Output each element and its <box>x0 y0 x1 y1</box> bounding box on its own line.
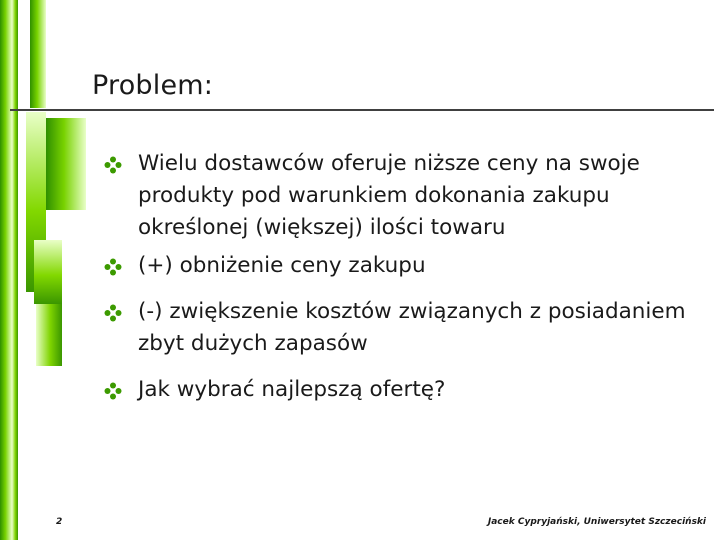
bullet-item <box>104 148 704 244</box>
title-rule <box>10 109 714 111</box>
bullet-item <box>104 296 704 360</box>
diamond-four-dots-icon <box>104 258 122 276</box>
diamond-four-dots-icon <box>104 156 122 174</box>
diamond-four-dots-icon <box>104 304 122 322</box>
bullet-list <box>104 148 704 406</box>
decor-bar-1 <box>0 0 12 540</box>
decor-bar-2 <box>12 0 18 540</box>
page-number: 2 <box>56 517 63 527</box>
bullet-text: (+) obniżenie ceny zakupu <box>138 253 426 278</box>
decor-bar-6 <box>34 240 62 304</box>
bullet-text: (-) zwiększenie kosztów związanych z posiadaniem zbyt dużych zapasów <box>138 299 686 356</box>
decor-bar-7 <box>36 304 62 366</box>
bullet-text: Jak wybrać najlepszą ofertę? <box>138 377 446 402</box>
decor-bar-5 <box>46 118 86 210</box>
bullet-item <box>104 250 704 282</box>
footer-author: Jacek Cypryjański, Uniwersytet Szczeciński <box>487 517 706 527</box>
bullet-text: Wielu dostawców oferuje niższe ceny na swoje produkty pod warunkiem dokonania zakupu określonej (większej) ilości towaru <box>138 151 640 240</box>
decor-bar-3 <box>30 0 46 108</box>
diamond-four-dots-icon <box>104 382 122 400</box>
bullet-item <box>104 374 704 406</box>
slide-title: Problem: <box>92 70 214 101</box>
